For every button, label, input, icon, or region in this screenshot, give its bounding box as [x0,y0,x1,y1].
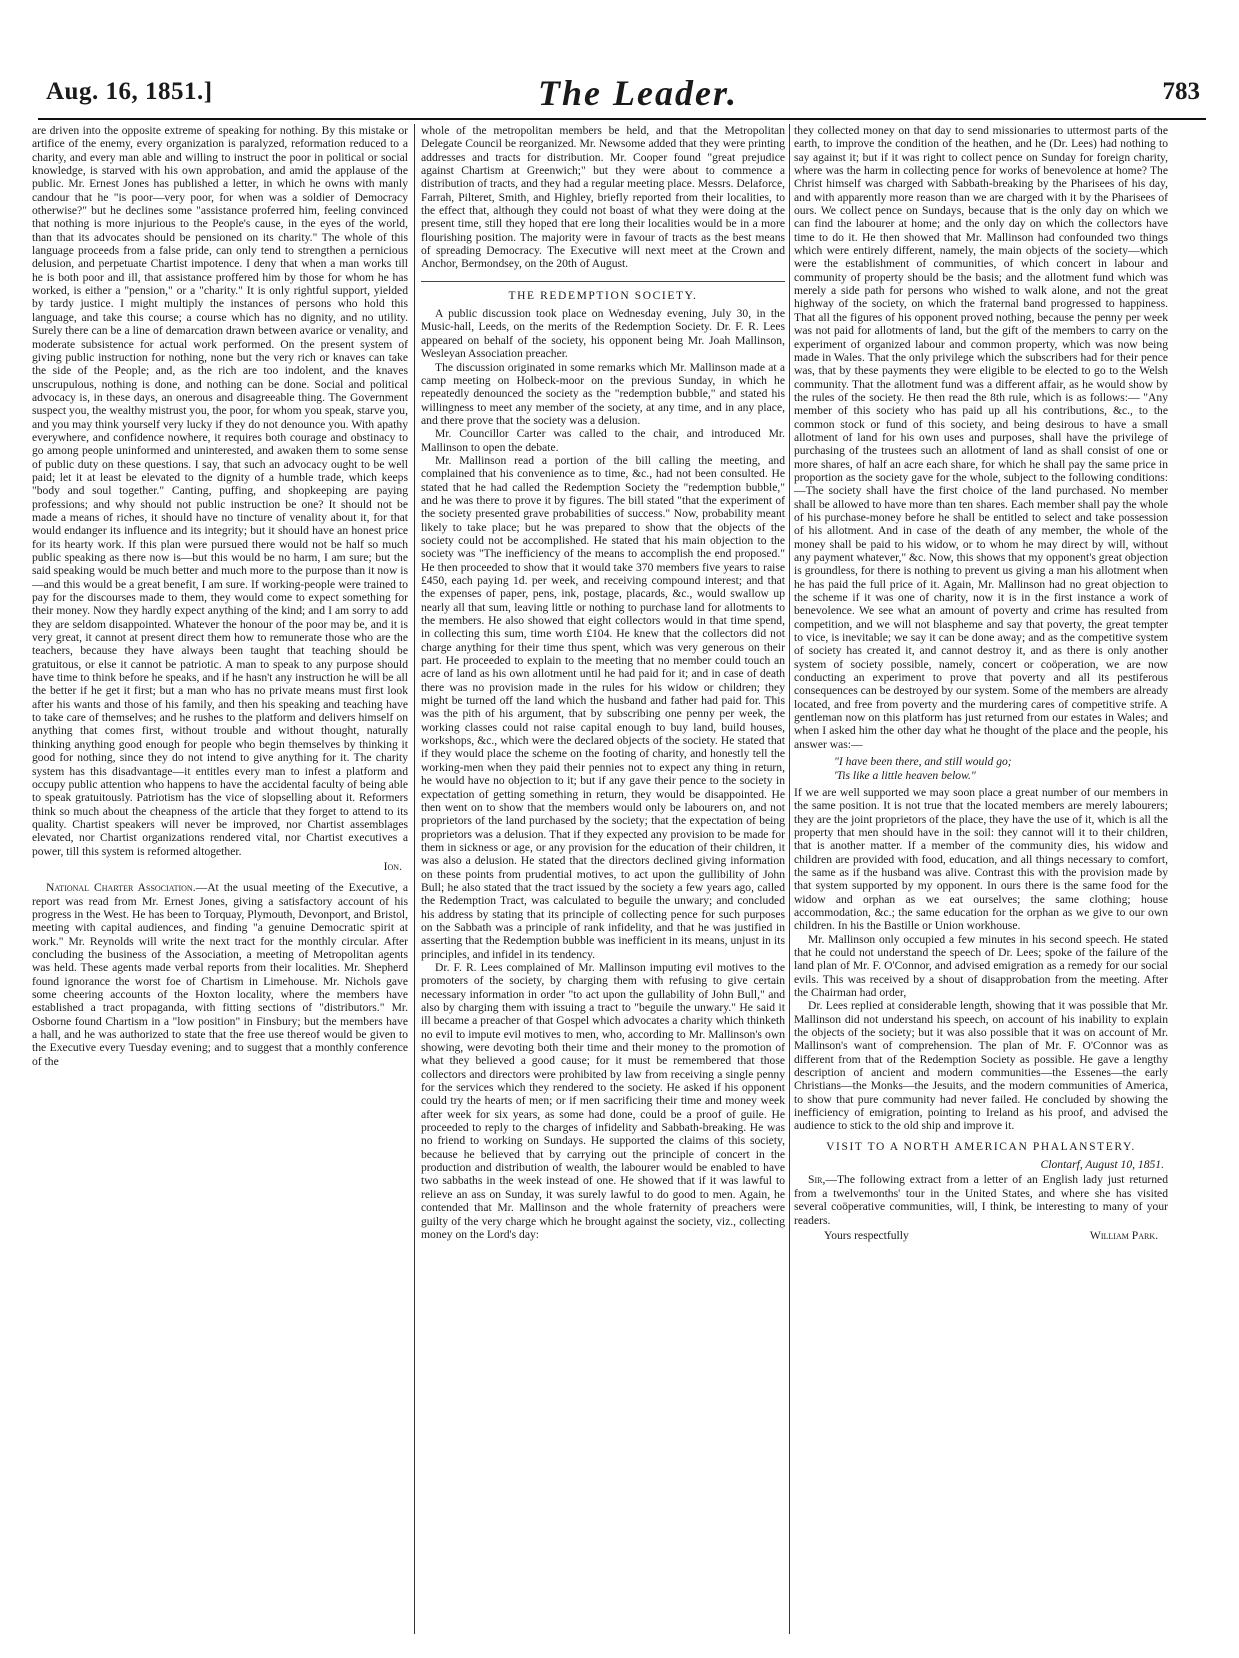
article-paragraph: they collected money on that day to send missionaries to uttermost parts of the earth, to improve the condition of the heathen, and he (Dr. Lees) had nothing to say against it; but if it was right to collect pence on Sunday for foreign charity, where was the harm in collecting pence for works of benevolence at home? The Christ himself was charged with Sabbath-breaking by the Pharisees of his day, and with apparently more reason than we are charged with it by the Pharisees of ours. We collect pence on Sundays, because that is the only day on which we can find the labourer at home; and the only day on which the collectors have time to do it. He then showed that Mr. Mallinson had confounded two things which were entirely different, namely, the main objects of the society—which were the establishment of communities, of which concert in labour and community of property should be the basis; and the allotment fund which was merely a side path for persons who wished to walk alone, and not the great highway of the society, on which the fraternal band progressed to happiness. That all the figures of his opponent proved nothing, because the penny per week was not paid for allotments of land, but the gift of the members to carry on the experiment of organized labour and common property, which was now being made in Wales. That the only privilege which the subscribers had for their pence was, that by these payments they were eligible to be elected to go to the Welsh community. That the allotment fund was a different affair, as he would show by the rules of the society. He then read the 8th rule, which is as follows:— "Any member of this society who has paid up all his contributions, &c., to the common stock or fund of this society, and being desirous to have a small allotment of land for his own uses and purposes, shall have the privilege of purchasing of the trustees such an allotment of land as shall consist of one or more shares, of half an acre each share, for which he shall pay the same price in proportion as the society gave for the whole, subject to the following conditions:—The society shall have the first choice of the land purchased. No member shall be allowed to have more than ten shares. Each member shall pay the whole of his purchase-money before he shall be entitled to select and take possession of his allotment. And in case of the death of any member, the whole of the money shall be paid to his widow, or to whom he may direct by will, without any payment whatever," &c. Now, this shows that my opponent's great objection is groundless, for there is nothing to prevent us giving a man his allotment when he has paid the full price of it. Again, Mr. Mallinson had no great objection to the scheme if it was one of charity, now it is in the first instance a work of benevolence. We see what an amount of poverty and crime has resulted from competition, and we will not blaspheme and say that poverty, the great tempter to vice, is inevitable; we say it can be done away; and as the competitive system of society has created it, and cannot destroy it, and as there is only another system of society possible, namely, concert or coöperation, we are now conducting an experiment to prove that poverty and all its pestiferous consequences can be destroyed by our system. Some of the members are already located, and free from poverty and the murdering cares of competitive strife. A gentleman now on this platform has just returned from our estates in Wales; and when I asked him the other day what he thought of the place and the people, his answer was:— [794,124,1168,751]
article-paragraph: Mr. Councillor Carter was called to the chair, and introduced Mr. Mallinson to open the debate. [421,427,785,454]
article-paragraph: Mr. Mallinson only occupied a few minutes in his second speech. He stated that he could not understand the speech of Dr. Lees; spoke of the failure of the land plan of Mr. F. O'Connor, and advised emigration as a remedy for our social evils. This was received by a shout of disapprobation from the meeting. After the Chairman had order, [794,932,1168,999]
verse-quote [834,755,1168,782]
verse-line: "I have been there, and still would go; [834,755,1012,769]
letter-signature: William Park. [1089,1228,1158,1242]
article-paragraph: Mr. Mallinson read a portion of the bill calling the meeting, and complained that his convenience as to time, &c., had not been consulted. He stated that he had called the Redemption Society the "redemption bubble," and he was there to prove it by figures. The bill stated "that the experiment of the society presented grave probabilities of success." Now, probability meant likely to take place; but he was prepared to show that the objects of the society could not be accomplished. He stated that his main objection to the society was "The inefficiency of the means to accomplish the end proposed." He then proceeded to show that it would take 370 members five years to raise £450, each paying 1d. per week, and receiving compound interest; and that the expenses of paper, pens, ink, postage, placards, &c., would swallow up nearly all that sum, leaving little or nothing to purchase land for allotments to the members. He also showed that eight collectors would in that time spend, in collecting this sum, time worth £104. He knew that the collectors did not charge anything for their time thus spent, which was very generous on their part. He proceeded to explain to the meeting that no member could touch an acre of land as his own allotment until he had paid for it; and in case of death there was no provision made in the rules for his widow or children; they might be turned off the land which the husband and father had paid for. This was the pith of his argument, that by subscribing one penny per week, the working classes could not raise capital enough to buy land, build houses, workshops, &c., which were the declared objects of the society. He stated that if they would place the scheme on the footing of charity, and honestly tell the working-men when they paid their pennies not to expect any thing in return, he would have no objection to it; but if any gave their pence to the society in expectation of getting something in return, they would be disappointed. He then went on to show that the members would only be labourers on, and not proprietors of the land purchased by the society; that the expectation of being proprietors was a delusion. That if they expected any provision to be made for them in sickness or age, or any provision for the education of their children, it was also a delusion. He stated that the directors declined giving information on these points from prudential motives, to act upon the gullibility of John Bull; he also stated that the tract issued by the society a few years ago, called the Redemption Tract, was calculated to beguile the unwary; and concluded his address by stating that its principle of collecting pence for such purposes on the Sabbath was a principle of rank infidelity, and that he was justified in asserting that the Redemption bubble was inefficient in its means, unjust in its principles, and infidel in its tendency. [421,453,785,961]
column-3 [794,124,1168,1634]
closing-salutation: Yours respectfully [824,1228,909,1242]
column-divider [414,124,415,1634]
paragraph-lead: National Charter Association. [46,881,196,895]
paragraph-lead: Sir, [808,1173,826,1187]
article-paragraph [794,1173,1168,1226]
article-paragraph [32,881,408,1068]
letter-dateline: Clontarf, August 10, 1851. [1040,1158,1164,1172]
paragraph-text: —The following extract from a letter of an English lady just returned from a twelvemonths' tour in the United States, and where she has visited several coöperative communities, will, I think, be interesting to many of your readers. [794,1173,1168,1227]
article-paragraph: Dr. Lees replied at considerable length, showing that it was possible that Mr. Mallinson did not understand his speech, on account of his inability to explain the objects of the society; but it was also possible that it was on account of Mr. Mallinson's want of comprehension. The plan of Mr. F. O'Connor was as different from that of the Redemption Society as possible. He gave a lengthy description of ancient and modern communities—the Essenes—the early Christians—the Monks—the Jesuits, and the modern communities of America, to show that pure community had never failed. He concluded by showing the inefficiency of emigration, pointing to Ireland as his proof, and advised the audience to stick to the old ship and improve it. [794,999,1168,1133]
section-heading: THE REDEMPTION SOCIETY. [421,281,785,303]
paragraph-text: —At the usual meeting of the Executive, a report was read from Mr. Ernest Jones, giving a satisfactory account of his progress in the West. He has been to Torquay, Plymouth, Devonport, and Bristol, meeting with capital audiences, and finding "a genuine Democratic spirit at work." Mr. Reynolds will write the next tract for the monthly circular. After concluding the business of the Association, a meeting of Metropolitan agents was held. These agents made verbal reports from their localities. Mr. Shepherd found ignorance the worst foe of Chartism in Limehouse. Mr. Nichols gave some cheering accounts of the Hoxton locality, where the members have established a tract propaganda, with fitting sections of "distributors." Mr. Osborne found Chartism in a "low position" in Finsbury; but the members have a hall, and he was authorized to state that the free use thereof would be given to the Executive every Tuesday evening; and to suggest that a monthly conference of the [32,881,408,1068]
masthead [38,72,1206,116]
article-paragraph: A public discussion took place on Wednesday evening, July 30, in the Music-hall, Leeds, on the merits of the Redemption Society. Dr. F. R. Lees appeared on behalf of the society, his opponent being Mr. Joah Mallinson, Wesleyan Association preacher. [421,307,785,361]
article-paragraph: Dr. F. R. Lees complained of Mr. Mallinson imputing evil motives to the promoters of the society, by charging them with refusing to give certain necessary information in order "to act upon the gullability of John Bull," and also by charging them with issuing a tract to "beguile the unwary." He said it ill became a preacher of that Gospel which advocates a charity which thinketh no evil to impute evil motives to men, who, according to Mr. Mallinson's own showing, were devoting both their time and their money to the promotion of what they believed a good cause; for it must be remembered that those collectors and directors were prohibited by law from receiving a single penny for the services which they rendered to the society. He asked if his opponent could try the hearts of men; or if men sacrificing their time and money week after week for six years, as some had done, could be a proof of guile. He proceeded to reply to the charges of infidelity and Sabbath-breaking. He was no friend to working on Sundays. He supported the claims of this society, because he believed that by carrying out the principle of concert in the production and distribution of wealth, the labourer would be enabled to have two sabbaths in the week instead of one. He showed that if it was lawful to relieve an ass on Sunday, it was surely lawful to do good to men. Again, he contended that Mr. Mallinson and the whole fraternity of preachers were guilty of the very charge which he brought against the society, viz., collecting money on the Lord's day: [421,960,785,1241]
letter-closing [794,1229,1168,1242]
article-signature: Ion. [383,859,402,873]
page-number: 783 [1162,78,1200,105]
issue-date: Aug. 16, 1851.] [46,78,213,105]
article-paragraph: are driven into the opposite extreme of speaking for nothing. By this mistake or artifice of the enemy, every organization is paralyzed, reformation reduced to a charity, and every man able and willing to instruct the poor in political or social knowledge, is starved with his own approbation, and amid the applause of the public. Mr. Ernest Jones has published a letter, in which he owns with manly candour that he "is poor—very poor, for when was a soldier of Democracy otherwise?" but he declines some "assistance proferred him, feeling convinced that nothing is more injurious to the People's cause, in the eyes of the world, than that its advocates should be pensioned on its charity." The whole of this language proceeds from a false pride, can only tend to strengthen a pernicious delusion, and perpetuate Chartist impotence. I deny that when a man works till he is both poor and ill, that assistance proffered him by those for whom he has worked, is either a "pension," or a "charity." It is only rightful support, yielded by tardy justice. I might multiply the instances of persons who hold this language, and take this course; a course which has no dignity, and no utility. Surely there can be a line of demarcation drawn between avarice or venality, and moderate subsistence for actual work performed. On the present system of giving public instruction for nothing, none but the very rich or knaves can take the side of the People; and, as the rich are too indolent, and the knaves unscrupulous, nothing is done, and nothing can be done. Social and political advocacy is, in these days, an onerous and disagreeable thing. The Government suspect you, the wealthy mistrust you, the poor, for whom you speak, starve you, and you may think yourself very lucky if they do not denounce you. With apathy everywhere, and confidence nowhere, it requires both courage and obstinacy to go among people uninformed and uninterested, and awaken them to some sense of public duty on these questions. I say, that such an advocacy ought to be well paid; let it at least be elevated to the dignity of a humble trade, which keeps "body and soul together." Canting, puffing, and shopkeeping are paying professions; and why should not public instruction be one? It should not be made a means of riches, it should have no tincture of venality about it, for that would endanger its influence and its integrity; but it should have an honest price for its hearty work. If this plan were pursued there would not be half so much public speaking as there now is—but this would be no harm, I am sure; but the said speaking would be much better and much more to the purpose than it now is—and this would be a great benefit, I am sure. If working-people were trained to pay for the discourses made to them, they would come to expect something for their money. Now they hardly expect anything of the kind; and I am sorry to add they are seldom disappointed. Whatever the honour of the poor may be, and it is very great, it cannot at present direct them how to remunerate those who are the teachers, because they have always been taught that teaching should be gratuitous, or else it cannot be patriotic. A man to speak to any purpose should have time to think before he speaks, and if he hasn't any instruction he will be all the better if he get it first; but a man who has no private means must first look after his wants and those of his family, and then his speaking and teaching have to take care of themselves; and he rushes to the platform and delivers himself on anything that comes first, without trouble and without thought, naturally thinking anything good enough for people who begin themselves by thinking it good for nothing, since they do not intend to give anything for it. The charity system has this disadvantage—it entitles every man to infest a platform and occupy public attention who happens to have the accidental faculty of being able to speak gratuitously. Patriotism has the vice of slopselling about it. Reformers think so much about the cheapness of the article that they forget to attend to its quality. Chartist speakers will never be improved, nor Chartist assemblages elevated, nor Chartist organizations rendered vital, nor Chartist executives a power, till this system is reformed altogether. [32,124,408,858]
article-paragraph: whole of the metropolitan members be held, and that the Metropolitan Delegate Council be reorganized. Mr. Newsome added that they were printing addresses and tracts for distribution. Mr. Cooper found "great prejudice against Chartism at Greenwich;" but they were about to commence a distribution of tracts, and they had a regular meeting place. Messrs. Delaforce, Farrah, Pilteret, Smith, and Highley, briefly reported from their localities, to the effect that, although they could not boast of what they were doing at the present time, still they hoped that ere long their localities would be in a more flourishing position. The majority were in favour of tracts as the best means of spreading Democracy. The Executive will next meet at the Crown and Anchor, Bermondsey, on the 20th of August. [421,124,785,271]
verse-line: 'Tis like a little heaven below." [834,768,976,782]
column-divider [789,124,790,1634]
article-paragraph: If we are well supported we may soon place a great number of our members in the same position. It is not true that the located members are merely labourers; they are the joint proprietors of the place, they have the use of it, which is all the property that men should have in the soil: they cannot will it to their children, that is another matter. If a member of the community dies, his widow and children are provided with food, education, and all things necessary to comfort, the same as if the husband was alive. Contrast this with the provision made by that system supported by my opponent. In ours there is the same food for the widow and orphan as we eat ourselves; the same clothing; house accommodation, &c.; the same education for the orphan as we give to our own children. In his the Bastille or Union workhouse. [794,785,1168,933]
column-2 [421,124,785,1634]
article-paragraph: The discussion originated in some remarks which Mr. Mallinson made at a camp meeting on Holbeck-moor on the previous Sunday, in which he repeatedly denounced the society as the "redemption bubble," and stated his willingness to meet any member of the society, at any time, and in any place, and there prove that the society was a delusion. [421,360,785,427]
newspaper-title: The Leader. [538,73,738,113]
masthead-rule [38,118,1206,120]
column-1 [32,124,408,1634]
section-heading: VISIT TO A NORTH AMERICAN PHALANSTERY. [826,1140,1136,1153]
